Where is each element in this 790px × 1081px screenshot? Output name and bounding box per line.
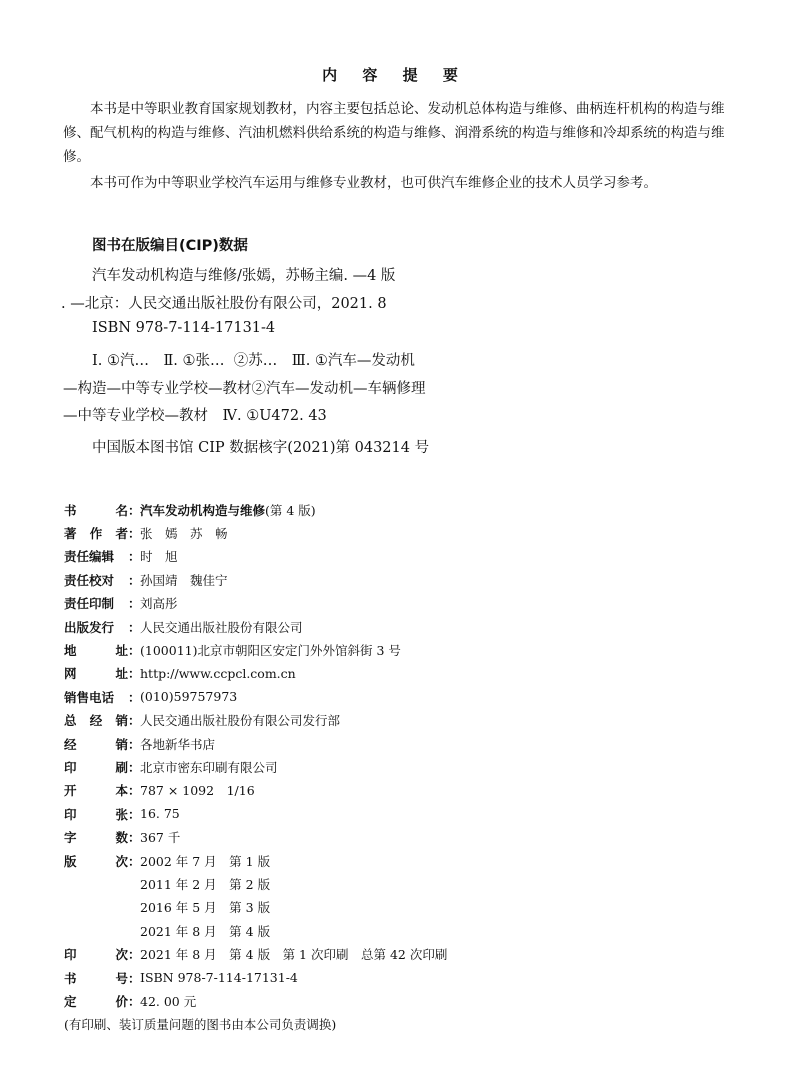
field-label: 印 张: [64, 806, 128, 822]
field-label: 责任校对: [64, 572, 115, 588]
edition-note: (第 4 版): [265, 502, 316, 518]
copyright-row-website: 网 址 ： http://www.ccpcl.com.cn: [64, 665, 296, 682]
copyright-row-editor: 责任编辑 ： 时 旭: [64, 549, 178, 565]
copyright-row-editions-cont: [64, 896, 704, 919]
field-label: 书 号: [64, 970, 128, 986]
field-label: 印 次: [64, 947, 128, 963]
copyright-row-editions-cont: [64, 872, 704, 895]
field-label: 总 经 销: [64, 713, 128, 729]
copyright-row-sheets: 印 张 ： 16. 75: [64, 806, 180, 822]
cip-line: . —北京：人民交通出版社股份有限公司，2021. 8: [61, 296, 387, 312]
field-label: 字 数: [64, 830, 128, 846]
copyright-row-retail: 经 销 ： 各地新华书店: [64, 736, 216, 752]
copyright-row-editions: 版 次 ： 2002 年 7 月 第 1 版: [64, 853, 271, 869]
summary-title: 内 容 提 要: [322, 66, 468, 84]
authors: 张 嫣 苏 畅: [140, 526, 228, 542]
field-label: 定 价: [64, 993, 128, 1009]
field-label: 销售电话: [64, 689, 115, 705]
cip-classification: Ⅰ. ①汽… Ⅱ. ①张… ②苏… Ⅲ. ①汽车—发动机: [92, 353, 415, 369]
book-number: ISBN 978-7-114-17131-4: [140, 970, 298, 985]
copyright-row-distributor: 总 经 销 ： 人民交通出版社股份有限公司发行部: [64, 713, 341, 729]
summary-paragraph: 本书可作为中等职业学校汽车运用与维修专业教材，也可供汽车维修企业的技术人员学习参考。: [90, 175, 657, 191]
cip-isbn: ISBN 978-7-114-17131-4: [92, 320, 276, 336]
field-label: 责任印制: [64, 596, 115, 612]
format: 787 × 1092 1/16: [140, 783, 255, 799]
copyright-row-notice: [64, 1013, 704, 1036]
copyright-page: [64, 498, 704, 1036]
edition-item: 2011 年 2 月 第 2 版: [140, 876, 271, 892]
edition-item: 2016 年 5 月 第 3 版: [140, 900, 271, 916]
retail: 各地新华书店: [140, 736, 216, 752]
copyright-row-address: 地 址 ： (100011)北京市朝阳区安定门外外馆斜街 3 号: [64, 643, 401, 659]
quality-notice: (有印刷、装订质量问题的图书由本公司负责调换): [64, 1017, 337, 1033]
edition-item: 2002 年 7 月 第 1 版: [140, 853, 271, 869]
distributor: 人民交通出版社股份有限公司发行部: [140, 713, 341, 729]
copyright-row-sales-phone: 销售电话 ： (010)59757973: [64, 689, 238, 705]
copyright-row-words: 字 数 ： 367 千: [64, 830, 181, 846]
field-label: 出版发行: [64, 619, 115, 635]
copyright-row-price: 定 价 ： 42. 00 元: [64, 993, 197, 1009]
price: 42. 00 元: [140, 993, 197, 1009]
copyright-row-printer: 印 刷 ： 北京市密东印刷有限公司: [64, 759, 278, 775]
field-label: 著 作 者: [64, 526, 128, 542]
summary-paragraph: 本书是中等职业教育国家规划教材，内容主要包括总论、发动机总体构造与维修、曲柄连杆机构的构造与维修、配气机构的构造与维修、汽油机燃料供给系统的构造与维修、润滑系统的构造与维修和冷却系统的构造与维修。: [63, 101, 725, 165]
copyright-row-proofreader: 责任校对 ： 孙国靖 魏佳宁: [64, 572, 228, 588]
cip-title: 图书在版编目(CIP)数据: [92, 238, 248, 254]
address: (100011)北京市朝阳区安定门外外馆斜街 3 号: [140, 643, 401, 659]
cip-classification: —构造—中等专业学校—教材②汽车—发动机—车辆修理: [63, 381, 426, 397]
field-label: 印 刷: [64, 759, 128, 775]
copyright-row-book-number: 书 号 ： ISBN 978-7-114-17131-4: [64, 970, 298, 986]
cip-line: 汽车发动机构造与维修/张嫣，苏畅主编. —4 版: [92, 268, 396, 284]
field-label: 经 销: [64, 736, 128, 752]
word-count: 367 千: [140, 830, 181, 846]
field-label: 开 本: [64, 783, 128, 799]
field-label: 书 名: [64, 502, 128, 518]
proofreader: 孙国靖 魏佳宁: [140, 572, 228, 588]
cip-classification: —中等专业学校—教材 Ⅳ. ①U472. 43: [63, 408, 327, 424]
field-label: 版 次: [64, 853, 128, 869]
editor: 时 旭: [140, 549, 178, 565]
copyright-row-impression: 印 次 ： 2021 年 8 月 第 4 版 第 1 次印刷 总第 42 次印刷: [64, 947, 448, 963]
book-title: 汽车发动机构造与维修: [140, 502, 266, 518]
edition-item: 2021 年 8 月 第 4 版: [140, 923, 271, 939]
sales-phone: (010)59757973: [140, 689, 238, 705]
print-manager: 刘高彤: [140, 596, 178, 612]
copyright-row-format: 开 本 ： 787 × 1092 1/16: [64, 783, 255, 799]
copyright-row-print-manager: 责任印制 ： 刘高彤: [64, 596, 178, 612]
website-link[interactable]: http://www.ccpcl.com.cn: [140, 665, 296, 681]
publisher: 人民交通出版社股份有限公司: [140, 619, 303, 635]
copyright-row-title: 书 名 ： 汽车发动机构造与维修 (第 4 版): [64, 502, 316, 518]
cip-record-number: 中国版本图书馆 CIP 数据核字(2021)第 043214 号: [92, 440, 430, 456]
copyright-row-authors: 著 作 者 ： 张 嫣 苏 畅: [64, 526, 228, 542]
field-label: 责任编辑: [64, 549, 115, 565]
field-label: 网 址: [64, 666, 128, 682]
summary-section: [63, 97, 731, 195]
impression: 2021 年 8 月 第 4 版 第 1 次印刷 总第 42 次印刷: [140, 947, 448, 963]
printer: 北京市密东印刷有限公司: [140, 759, 278, 775]
field-label: 地 址: [64, 643, 128, 659]
sheets: 16. 75: [140, 806, 180, 822]
copyright-row-editions-cont: [64, 919, 704, 942]
copyright-row-publisher: 出版发行 ： 人民交通出版社股份有限公司: [64, 619, 303, 635]
